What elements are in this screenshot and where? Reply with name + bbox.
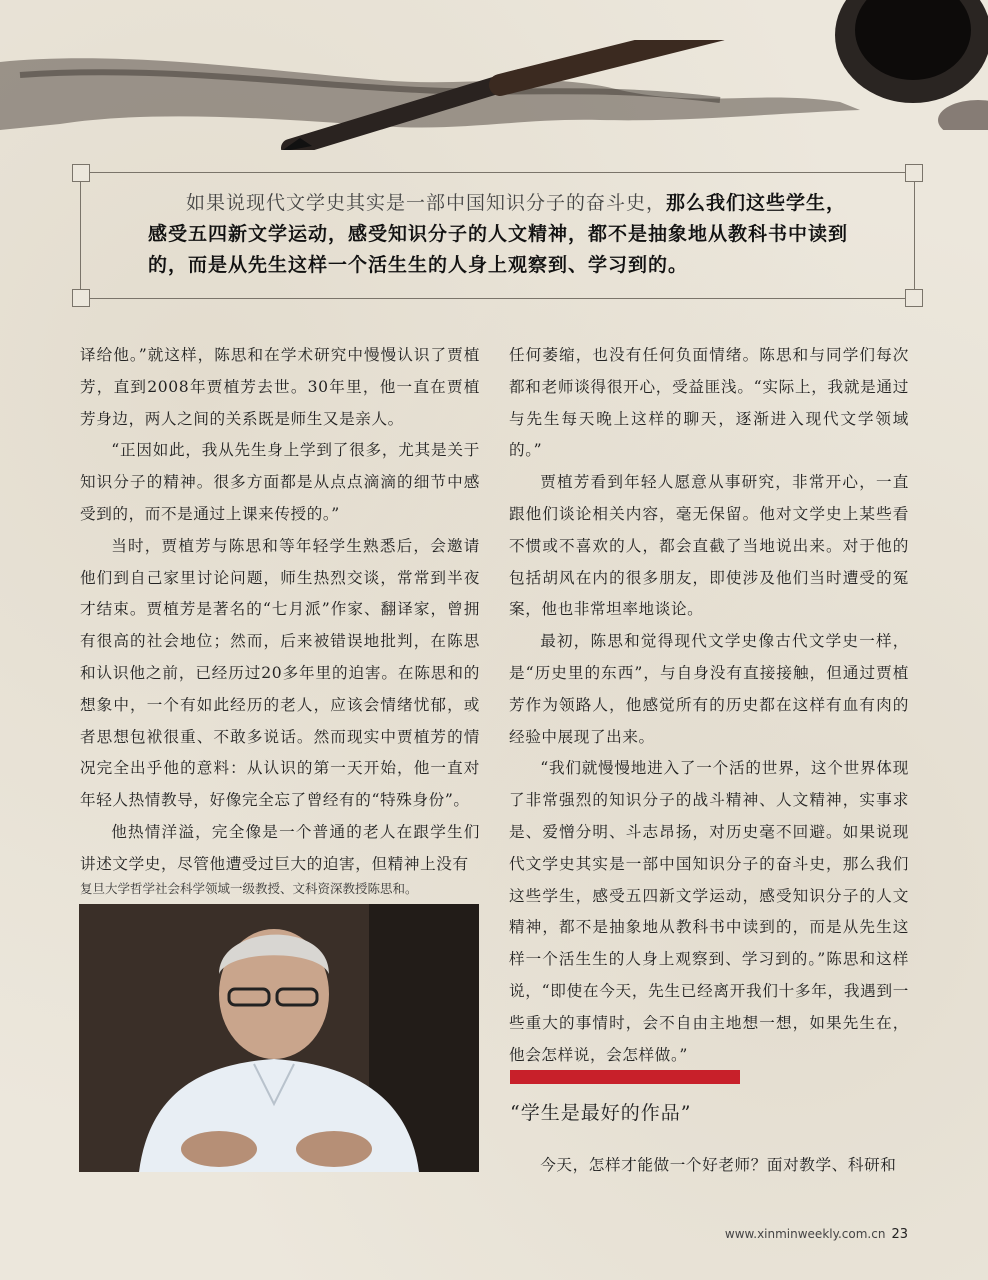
section-heading: “学生是最好的作品” xyxy=(510,1102,692,1124)
pull-quote xyxy=(148,188,848,281)
body-paragraph: “我们就慢慢地进入了一个活的世界，这个世界体现了非常强烈的知识分子的战斗精神、人文精神，实事求是、爱憎分明、斗志昂扬，对历史毫不回避。如果说现代文学史其实是一部中国知识分子的奋斗史，那么我们这些学生，感受五四新文学运动，感受知识分子的人文精神，都不是抽象地从教科书中读到的，而是从先生这样一个活生生的人身上观察到、学习到的。”陈思和这样说，“即使在今天，先生已经离开我们十多年，我遇到一些重大的事情时，会不自由主地想一想，如果先生在，他会怎样说，会怎样做。” xyxy=(509,759,909,1064)
page-footer xyxy=(725,1227,908,1242)
pull-quote-light: 如果说现代文学史其实是一部中国知识分子的奋斗史， xyxy=(186,192,667,214)
body-paragraph: 任何萎缩，也没有任何负面情绪。陈思和与同学们每次都和老师谈得很开心，受益匪浅。“实际上，我就是通过与先生每天晚上这样的聊天，逐渐进入现代文学领域的。” xyxy=(509,346,909,460)
section-red-bar xyxy=(510,1070,740,1084)
body-paragraph: 当时，贾植芳与陈思和等年轻学生熟悉后，会邀请他们到自己家里讨论问题，师生热烈交谈，常常到半夜才结束。贾植芳是著名的“七月派”作家、翻译家，曾拥有很高的社会地位；然而，后来被错误地批判，在陈思和认识他之前，已经历过20多年里的迫害。在陈思和的想象中，一个有如此经历的老人，应该会情绪忧郁，或者思想包袱很重、不敢多说话。然而现实中贾植芳的情况完全出乎他的意料：从认识的第一天开始，他一直对年轻人热情教导，好像完全忘了曾经有的“特殊身份”。 xyxy=(80,536,480,810)
portrait-illustration xyxy=(79,904,479,1172)
frame-corner-ornament xyxy=(905,164,923,182)
website-url: www.xinminweekly.com.cn xyxy=(724,1227,886,1241)
body-paragraph: 贾植芳看到年轻人愿意从事研究，非常开心，一直跟他们谈论相关内容，毫无保留。他对文学史上某些看不惯或不喜欢的人，都会直截了当地说出来。对于他的包括胡风在内的很多朋友，即使涉及他们当时遭受的冤案，他也非常坦率地谈论。 xyxy=(509,473,909,619)
body-paragraph: 最初，陈思和觉得现代文学史像古代文学史一样，是“历史里的东西”，与自身没有直接接触，但通过贾植芳作为领路人，他感觉所有的历史都在这样有血有肉的经验中展现了出来。 xyxy=(509,632,909,746)
body-paragraph: “正因如此，我从先生身上学到了很多，尤其是关于知识分子的精神。很多方面都是从点点滴滴的细节中感受到的，而不是通过上课来传授的。” xyxy=(80,441,480,523)
pull-quote-bold: 那么我们这些学生，感受五四新文学运动，感受知识分子的人文精神，都不是抽象地从教科书中读到的，而是从先生这样一个活生生的人身上观察到、学习到的。 xyxy=(148,192,849,276)
portrait-photo xyxy=(79,904,479,1172)
photo-caption: 复旦大学哲学社会科学领域一级教授、文科资深教授陈思和。 xyxy=(80,881,418,896)
right-column xyxy=(509,340,909,1071)
frame-corner-ornament xyxy=(905,289,923,307)
frame-corner-ornament xyxy=(72,164,90,182)
inkwell-illustration xyxy=(818,0,988,130)
body-paragraph: 译给他。”就这样，陈思和在学术研究中慢慢认识了贾植芳，直到2008年贾植芳去世。30年里，他一直在贾植芳身边，两人之间的关系既是师生又是亲人。 xyxy=(80,346,480,428)
frame-corner-ornament xyxy=(72,289,90,307)
body-paragraph: 他热情洋溢，完全像是一个普通的老人在跟学生们讲述文学史，尽管他遭受过巨大的迫害，但精神上没有 xyxy=(80,822,480,873)
page-number: 23 xyxy=(891,1227,908,1242)
left-column xyxy=(80,340,480,881)
body-paragraph: 今天，怎样才能做一个好老师？面对教学、科研和 xyxy=(540,1156,897,1174)
